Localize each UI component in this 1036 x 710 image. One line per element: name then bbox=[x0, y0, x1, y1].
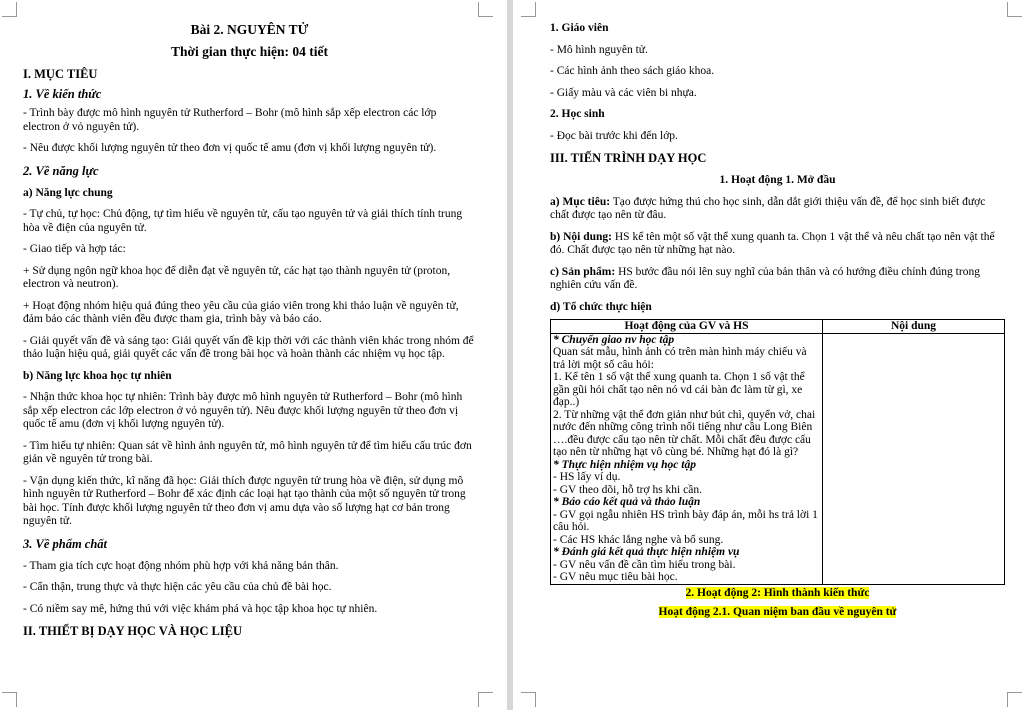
margin-marker-top-left bbox=[2, 2, 17, 17]
step-heading: * Báo cáo kết quả và thảo luận bbox=[553, 496, 701, 508]
document-page-left bbox=[0, 0, 507, 710]
subsection-competency: 2. Về năng lực bbox=[23, 163, 99, 178]
paragraph: - Giao tiếp và hợp tác: bbox=[23, 243, 126, 255]
text-objective: Tạo được hứng thú cho học sinh, dẫn dắt giới thiệu vấn đề, để học sinh biết được chất được tạo nên từ đâu. bbox=[550, 195, 986, 221]
paragraph: - Giải quyết vấn đề và sáng tạo: Giải quyết vấn đề kịp thời với các thành viên khác trong nhóm để thảo luận hiệu quả, giải quyết các vấn đề trong bài học và hoàn thành các nhiệm vụ học tập. bbox=[23, 334, 474, 360]
lesson-title: Bài 2. NGUYÊN TỬ bbox=[190, 22, 309, 37]
step-heading: * Thực hiện nhiệm vụ học tập bbox=[553, 458, 696, 471]
paragraph: - Vận dụng kiến thức, kĩ năng đã học: Giải thích được nguyên tử trung hòa về điện, sử dụng mô hình nguyên tử Rutherford – Bohr để xác định các loại hạt tạo thành của một số nguyên tử trong bài học. Tính được khối lượng nguyên tử theo đơn vị amu dựa vào số lượng hạt cơ bản trong nguyên tử. bbox=[23, 474, 466, 527]
margin-marker-bottom-left bbox=[521, 692, 536, 707]
margin-marker-bottom-right bbox=[478, 692, 493, 707]
margin-marker-bottom-left bbox=[2, 692, 17, 707]
table-header-content: Nội dung bbox=[823, 320, 1005, 334]
highlighted-text: Hoạt động 2.1. Quan niệm ban đầu về nguyên tử bbox=[658, 606, 897, 618]
table-text: - GV nêu vấn đề cần tìm hiểu trong bài. bbox=[553, 558, 736, 571]
text-content: HS kể tên một số vật thể xung quanh ta. Chọn 1 vật thể và nêu chất tạo nên vật thể đó. Chất được tạo nên từ những hạt nào. bbox=[550, 230, 995, 256]
paragraph: - Tự chủ, tự học: Chủ động, tự tìm hiểu về nguyên tử, cấu tạo nguyên tử và giải thích tính trung hòa về điện của nguyên tử. bbox=[23, 208, 463, 234]
activity-2-heading bbox=[550, 587, 1005, 601]
activity-2-1-heading bbox=[550, 606, 1005, 620]
paragraph: - Có niềm say mê, hứng thú với việc khám phá và học tập khoa học tự nhiên. bbox=[23, 602, 378, 615]
subsection-knowledge: 1. Về kiến thức bbox=[23, 87, 102, 101]
step-heading: * Đánh giá kết quả thực hiện nhiệm vụ bbox=[553, 546, 740, 558]
heading-organization: d) Tổ chức thực hiện bbox=[550, 300, 652, 313]
table-cell-content bbox=[823, 333, 1005, 584]
paragraph: - Các hình ảnh theo sách giáo khoa. bbox=[550, 65, 715, 77]
label-content: b) Nội dung: bbox=[550, 230, 612, 243]
table-text: - GV gọi ngẫu nhiên HS trình bày đáp án, mỗi hs trả lời 1 câu hỏi. bbox=[553, 508, 818, 533]
heading-teacher: 1. Giáo viên bbox=[550, 22, 609, 34]
table-text: - GV nêu mục tiêu bài học. bbox=[553, 571, 678, 583]
highlighted-text: 2. Hoạt động 2: Hình thành kiến thức bbox=[685, 586, 870, 599]
heading-science-competency: b) Năng lực khoa học tự nhiên bbox=[23, 369, 172, 382]
heading-student: 2. Học sinh bbox=[550, 108, 605, 120]
table-row bbox=[551, 333, 1005, 584]
paragraph: - Nhận thức khoa học tự nhiên: Trình bày được mô hình nguyên tử Rutherford – Bohr (mô hình sắp xếp electron các lớp electron ở vỏ nguyên tử). Nêu được khối lượng nguyên tử theo đơn vị quốc tế amu (đơn vị khối lượng nguyên tử). bbox=[23, 391, 463, 430]
table-header-activities: Hoạt động của GV và HS bbox=[551, 320, 823, 334]
margin-marker-top-left bbox=[521, 2, 536, 17]
margin-marker-top-right bbox=[1007, 2, 1022, 17]
paragraph: - Mô hình nguyên tử. bbox=[550, 43, 648, 56]
paragraph-content bbox=[550, 231, 1005, 258]
text-product: HS bước đầu nói lên suy nghĩ của bản thân và có hướng điều chỉnh đúng trong nghiên cứu vấn đề. bbox=[550, 265, 980, 291]
activity-1-heading: 1. Hoạt động 1. Mở đầu bbox=[719, 174, 836, 186]
subsection-qualities: 3. Về phẩm chất bbox=[23, 536, 108, 551]
paragraph: - Tham gia tích cực hoạt động nhóm phù hợp với khả năng bản thân. bbox=[23, 559, 339, 572]
document-page-right bbox=[513, 0, 1036, 710]
paragraph: - Nêu được khối lượng nguyên tử theo đơn vị quốc tế amu (đơn vị khối lượng nguyên tử). bbox=[23, 142, 437, 154]
section-teaching-process: III. TIẾN TRÌNH DẠY HỌC bbox=[550, 151, 707, 165]
activity-table bbox=[550, 319, 1005, 585]
label-product: c) Sản phẩm: bbox=[550, 265, 616, 278]
paragraph: - Trình bày được mô hình nguyên tử Rutherford – Bohr (mô hình sắp xếp electron các lớp electron ở vỏ nguyên tử). bbox=[23, 107, 437, 133]
table-text: - GV theo dõi, hỗ trợ hs khi cần. bbox=[553, 483, 702, 496]
paragraph-objective bbox=[550, 196, 1005, 223]
paragraph: - Tìm hiểu tự nhiên: Quan sát về hình ảnh nguyên tử, mô hình nguyên tử để tìm hiểu cấu trúc đơn giản về nguyên tử trong bài. bbox=[23, 439, 472, 465]
lesson-duration: Thời gian thực hiện: 04 tiết bbox=[171, 44, 328, 59]
table-header-row bbox=[551, 320, 1005, 334]
section-equipment: II. THIẾT BỊ DẠY HỌC VÀ HỌC LIỆU bbox=[23, 624, 243, 638]
paragraph: + Hoạt động nhóm hiệu quả đúng theo yêu cầu của giáo viên trong khi thảo luận về nguyên tử, đảm bảo các thành viên đều được tham gia, trình bày và báo cáo. bbox=[23, 299, 459, 325]
margin-marker-bottom-right bbox=[1007, 692, 1022, 707]
table-text: 1. Kể tên 1 số vật thể xung quanh ta. Chọn 1 số vật thể gần gũi hỏi chất tạo nên nó vd cái bàn đc làm từ gì, xe đạp..) bbox=[553, 371, 805, 408]
paragraph: - Đọc bài trước khi đến lớp. bbox=[550, 129, 678, 142]
heading-general-competency: a) Năng lực chung bbox=[23, 186, 113, 199]
margin-marker-top-right bbox=[478, 2, 493, 17]
table-text: Quan sát mẫu, hình ảnh có trên màn hình máy chiếu và trả lời một số câu hỏi: bbox=[553, 346, 807, 371]
table-text: - Các HS khác lắng nghe và bổ sung. bbox=[553, 533, 724, 546]
paragraph: - Giấy màu và các viên bi nhựa. bbox=[550, 86, 697, 99]
paragraph-product bbox=[550, 266, 1005, 293]
table-cell-activities bbox=[551, 333, 823, 584]
page-content bbox=[550, 22, 1005, 628]
section-objectives: I. MỤC TIÊU bbox=[23, 67, 98, 81]
page-content bbox=[23, 22, 476, 647]
label-objective: a) Mục tiêu: bbox=[550, 195, 611, 208]
step-heading: * Chuyển giao nv học tập bbox=[553, 333, 675, 346]
table-text: - HS lấy ví dụ. bbox=[553, 471, 621, 483]
table-text: 2. Từ những vật thể đơn giản như bút chì, quyển vở, chai nước đến những công trình nổi tiếng như cầu Long Biên ….đều được cấu tạo nên từ chất. Mỗi chất đều được cấu tạo nên từ những hạt vô cùng bé. Những hạt đó là gì? bbox=[553, 408, 816, 458]
paragraph: + Sử dụng ngôn ngữ khoa học để diễn đạt về nguyên tử, các hạt tạo thành nguyên tử (proton, electron và neutron). bbox=[23, 264, 451, 290]
paragraph: - Cẩn thận, trung thực và thực hiện các yêu cầu của chủ đề bài học. bbox=[23, 581, 332, 593]
